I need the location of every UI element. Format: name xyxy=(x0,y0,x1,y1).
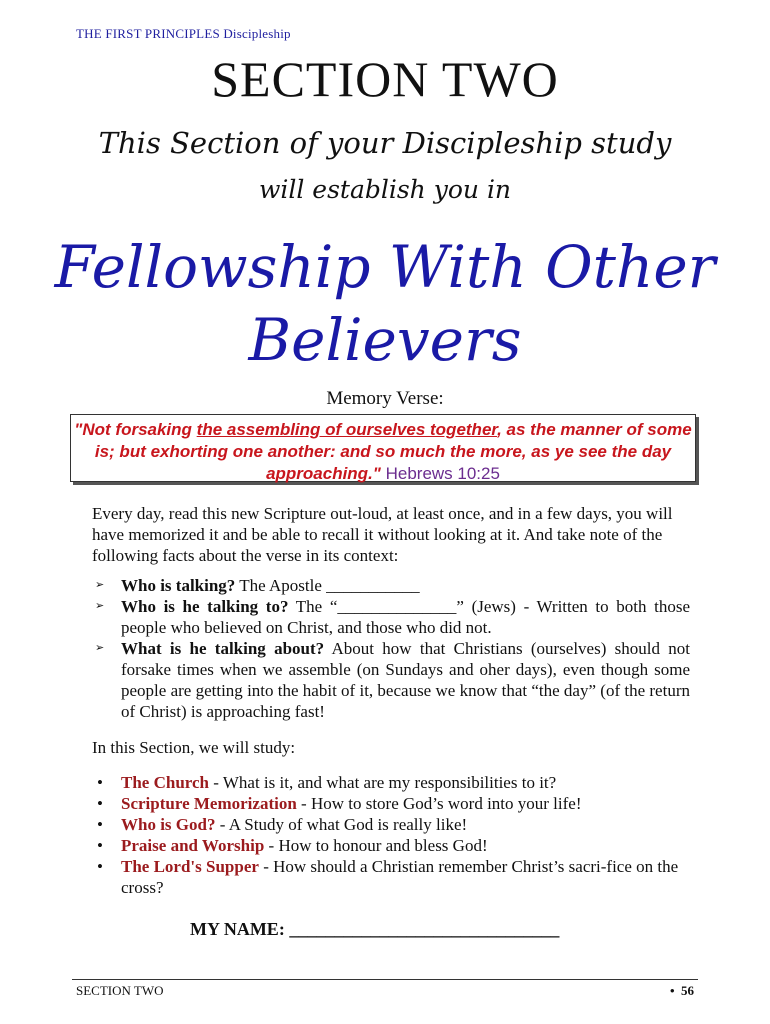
page-number-value: 56 xyxy=(681,983,694,998)
list-item xyxy=(92,793,690,814)
section-title: SECTION TWO xyxy=(211,51,559,107)
arrowhead-bullet-icon: ➢ xyxy=(95,600,105,612)
fact-question: Who is he talking to? xyxy=(121,597,289,616)
study-topic-desc: - How should a Christian remember Christ’s sacri-fice on the cross? xyxy=(121,857,679,897)
fact-question: Who is talking? xyxy=(121,576,236,595)
list-item xyxy=(92,814,690,835)
memory-verse-label: Memory Verse: xyxy=(326,388,444,409)
topic-title-line-2: Believers xyxy=(248,306,522,374)
study-topic-title: Who is God? xyxy=(121,815,216,834)
verse-text-end: , as the manner of some is; but exhorting one another: and so much the more, as ye see the day approaching." xyxy=(94,420,692,483)
intro-line-1: This Section of your Discipleship study xyxy=(98,126,672,160)
study-topic-title: The Church xyxy=(121,773,210,792)
verse-facts-list xyxy=(92,575,690,722)
verse-text-start: "Not forsaking xyxy=(74,420,197,439)
page-number xyxy=(670,983,694,999)
topic-title-line-1: Fellowship With Other xyxy=(54,233,716,301)
footer-section-label: SECTION TWO xyxy=(76,983,164,998)
list-item xyxy=(92,772,690,793)
study-topics-list xyxy=(92,772,690,898)
dot-bullet-icon: • xyxy=(97,794,103,813)
fact-answer: The Apostle ___________ xyxy=(235,576,420,595)
instructions-paragraph: Every day, read this new Scripture out-loud, at least once, and in a few days, you will have memorized it and be able to recall it without looking at it. And take note of the following facts about the verse in its context: xyxy=(92,504,673,565)
dot-bullet-icon: • xyxy=(97,773,103,792)
name-field-blank[interactable]: ______________________________ xyxy=(289,919,560,939)
dot-bullet-icon: • xyxy=(97,857,103,876)
arrowhead-bullet-icon: ➢ xyxy=(95,642,105,654)
study-topic-desc: - How to store God’s word into your life! xyxy=(296,794,582,813)
study-topic-title: Scripture Memorization xyxy=(121,794,297,813)
verse-underlined-phrase: the assembling of ourselves together xyxy=(196,420,498,439)
study-topic-title: The Lord's Supper xyxy=(121,857,259,876)
dot-bullet-icon: • xyxy=(97,815,103,834)
fact-answer: About how that Christians (ourselves) should not forsake times when we assemble (on Sundays and oher days), even though some people are getting into the habit of it, because we know that “the day” (of the return of Christ) is approaching fast! xyxy=(121,639,690,721)
footer-bullet: • xyxy=(669,983,675,998)
fact-item xyxy=(92,575,690,596)
study-topic-desc: - What is it, and what are my responsibilities to it? xyxy=(209,773,557,792)
fact-item xyxy=(92,638,690,722)
fact-answer: The “______________” (Jews) - Written to both those people who believed on Christ, and those who did not. xyxy=(121,597,690,637)
study-intro-paragraph: In this Section, we will study: xyxy=(92,738,296,757)
fact-question: What is he talking about? xyxy=(121,639,325,658)
study-topic-desc: - A Study of what God is really like! xyxy=(215,815,468,834)
intro-line-2: will establish you in xyxy=(258,175,512,204)
study-topic-title: Praise and Worship xyxy=(121,836,265,855)
memory-verse-box xyxy=(70,414,696,482)
list-item xyxy=(92,856,690,898)
fact-item xyxy=(92,596,690,638)
name-field-label: MY NAME: xyxy=(190,919,285,939)
arrowhead-bullet-icon: ➢ xyxy=(95,579,105,591)
dot-bullet-icon: • xyxy=(97,836,103,855)
name-field[interactable] xyxy=(190,919,559,940)
verse-reference: Hebrews 10:25 xyxy=(385,464,500,483)
footer-divider xyxy=(72,979,698,980)
study-topic-desc: - How to honour and bless God! xyxy=(264,836,488,855)
running-header: THE FIRST PRINCIPLES Discipleship xyxy=(76,26,291,41)
list-item xyxy=(92,835,690,856)
